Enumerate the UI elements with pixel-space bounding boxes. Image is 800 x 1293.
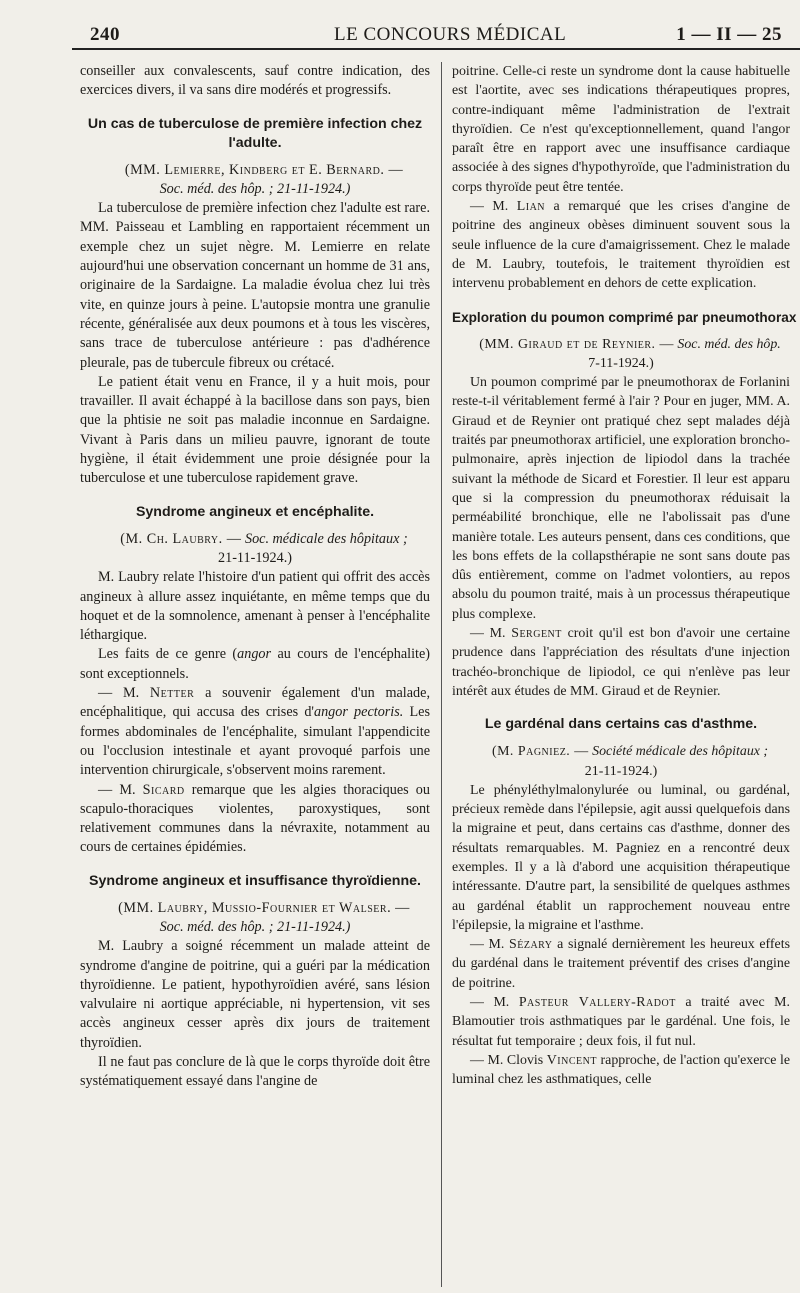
paragraph: Les faits de ce genre (angor au cours de l'encéphalite) sont exceptionnels. (80, 646, 430, 682)
citation-date: 7-11-1924.) (588, 355, 654, 371)
citation-encephalite (80, 530, 430, 569)
person-name: Netter (149, 685, 195, 702)
paragraph: — M. Sergent croit qu'il est bon d'avoir une certaine prudence dans l'appréciation des résultats d'une injection trachéo-bronchique de lipiodol, ce qui n'enlève pas leur intérêt aux études de MM. Giraud et de Reynier. (452, 626, 790, 699)
citation-date: 21-11-1924.) (584, 763, 658, 779)
section-title-pneumothorax: Exploration du poumon comprimé par pneumothorax (452, 309, 797, 325)
person-name: Pasteur Vallery-Radot (518, 995, 676, 1011)
citation-tuberculose (80, 161, 430, 200)
issue-date: 1 — II — 25 (676, 24, 782, 45)
right-column (452, 62, 797, 1090)
left-column (80, 62, 430, 1092)
citation-source: Société médicale des hôpitaux ; (592, 744, 769, 760)
person-name: Lian (516, 199, 546, 215)
paragraph: poitrine. Celle-ci reste un syndrome dont la cause habituelle est l'aortite, avec ses indications thérapeutiques propres, contre-indiquant même l'administration de l'extrait thyroïdien. Ce n'est qu'exceptionnellement, quand l'angor paraît être en rapport avec une insuffisance cardiaque associée à des signes d'hypothyroïde, que l'administration du corps thyroïde peut être tentée. (452, 64, 790, 195)
person-name: Sézary (509, 937, 553, 953)
section-title-encephalite: Syndrome angineux et encéphalite. (135, 503, 375, 520)
paragraph: M. Laubry a soigné récemment un malade atteint de syndrome d'angine de poitrine, qui a guéri par la médication thyroïdienne. Le patient, hypothyroïdien avéré, sans lésion valvulaire ni aortique appréciable, ni hypertension, vit ses accès angineux cesser après dix jours de traitement thyroïdien. (80, 938, 430, 1051)
person-name: Vincent (546, 1052, 597, 1068)
section-title-tuberculose: Un cas de tuberculose de première infection chez l'adulte. (87, 115, 423, 151)
intro-paragraph: conseiller aux convalescents, sauf contre indication, des exercices divers, il va sans dire modérés et progressifs. (80, 63, 430, 99)
paragraph: La tuberculose de première infection chez l'adulte est rare. MM. Paisseau et Lambling en rapportaient récemment un exemple chez un sujet nègre. M. Lemierre en relate aujourd'hui une observation concernant un homme de 31 ans, originaire de la Sardaigne. La maladie évolua chez lui très vite, en quinze jours à peine. L'autopsie montra une granulie récente, généralisée aux deux poumons et à tous les viscères, sans trace de tuberculose antérieure : pas d'adhérence pleurale, pas de tubercule fibreux ou crétacé. (80, 200, 430, 371)
paragraph: — M. Clovis Vincent rapproche, de l'action qu'exerce le luminal chez les asthmatiques, celle (452, 1052, 790, 1088)
person-name: Sicard (142, 781, 185, 798)
paragraph: Le patient était venu en France, il y a huit mois, pour travailler. Il avait échappé à la bacillose dans son pays, bien que la phtisie ne soit pas maladie inconnue en Sardaigne. Vivant à Paris dans un milieu pauvre, ignorant de toute hygiène, il était évidemment une proie désignée pour la tuberculose et une tuberculose rapidement grave. (80, 373, 430, 487)
paragraph: M. Laubry relate l'histoire d'un patient qui offrit des accès angineux à allure assez inquiétante, en même temps que du hoquet et de la somnolence, amenant à penser à l'encéphalite léthargique. (80, 569, 430, 644)
citation-authors: (MM. Laubry, Mussio-Fournier et Walser. — (118, 899, 410, 916)
page-header (72, 18, 782, 50)
citation-gardenal (452, 742, 790, 781)
citation-source: Soc. méd. des hôp. ; 21-11-1924.) (159, 918, 351, 935)
column-divider (441, 62, 442, 1287)
citation-pneumothorax (452, 335, 790, 374)
citation-source: Soc. méd. des hôp. (677, 336, 781, 352)
paragraph: — M. Pasteur Vallery-Radot a traité avec M. Blamoutier trois asthmatiques par le gardénal. Une fois, le résultat fut temporaire ; deux fois, il fut nul. (452, 995, 790, 1049)
paragraph: — M. Sézary a signalé dernièrement les heureux effets du gardénal dans le traitement préventif des crises d'angine de poitrine. (452, 937, 790, 991)
section-title-thyroidienne: Syndrome angineux et insuffisance thyroïdienne. (89, 872, 421, 889)
citation-date: 21-11-1924.) (218, 549, 292, 566)
paragraph: Il ne faut pas conclure de là que le corps thyroïde doit être systématiquement essayé dans l'angine de (80, 1054, 430, 1090)
person-name: Sergent (511, 626, 562, 642)
citation-authors: (MM. Giraud et de Reynier. — (479, 336, 674, 352)
citation-source: Soc. médicale des hôpitaux ; (244, 530, 408, 547)
page-number: 240 (90, 24, 120, 45)
paragraph: Le phényléthylmalonylurée ou luminal, ou gardénal, précieux remède dans l'épilepsie, agit aussi quelquefois dans la migraine et peut, dans certains cas d'asthme, donner des résultats remarquables. M. Pagniez en a rencontré deux exemples. Il y a là d'abord une acquisition thérapeutique intéressante. D'autre part, la sensibilité de quelques asthmes au gardénal établit un rapprochement nouveau entre l'épilepsie, la migraine et l'asthme. (452, 782, 790, 933)
citation-authors: (M. Ch. Laubry. — (120, 530, 242, 547)
section-title-gardenal: Le gardénal dans certains cas d'asthme. (484, 716, 758, 733)
citation-thyroidienne (80, 899, 430, 938)
paragraph: Un poumon comprimé par le pneumothorax de Forlanini reste-t-il véritablement fermé à l'air ? Pour en juger, MM. A. Giraud et de Reynier ont pratiqué chez sept malades déjà traités par pneumothorax artificiel, une exploration broncho-pulmonaire, après injection de lipiodol dans la trachée suivant la méthode de Sicard et Forestier. Il leur est apparu que si la compression du pneumothorax réduisait la perméabilité bronchique, elle ne l'abolissait pas d'une manière totale. Les auteurs pensent, dans ces conditions, que les bons effets de la collapsthérapie ne sont sans doute pas dûs entièrement, comme on l'admet volontiers, au repos absolu du poumon traité, mais à un processus thérapeutique plus complexe. (452, 375, 790, 622)
citation-authors: (M. Pagniez. — (491, 744, 589, 760)
citation-authors: (MM. Lemierre, Kindberg et E. Bernard. — (124, 161, 404, 178)
paragraph: — M. Lian a remarqué que les crises d'angine de poitrine des angineux obèses diminuent souvent sous la seule influence de la cure d'amaigrissement. Chez le malade de M. Laubry, toutefois, le traitement thyroïdien est intervenu probablement en dehors de cette explication. (452, 199, 790, 292)
paragraph: — M. Sicard remarque que les algies thoraciques ou scapulo-thoraciques violentes, paroxystiques, sont relativement communes dans la névraxite, notamment au cours de certaines épidémies. (80, 781, 430, 856)
citation-source: Soc. méd. des hôp. ; 21-11-1924.) (159, 180, 351, 197)
journal-title: LE CONCOURS MÉDICAL (334, 24, 567, 45)
header-rule (72, 48, 800, 50)
paragraph: — M. Netter a souvenir également d'un malade, encéphalitique, qui accusa des crises d'angor pectoris. Les formes abdominales de l'encéphalite, simulant l'appendicite ou l'occlusion intestinale et ayant provoqué parfois une intervention chirurgicale, s'observent moins rarement. (80, 685, 430, 779)
